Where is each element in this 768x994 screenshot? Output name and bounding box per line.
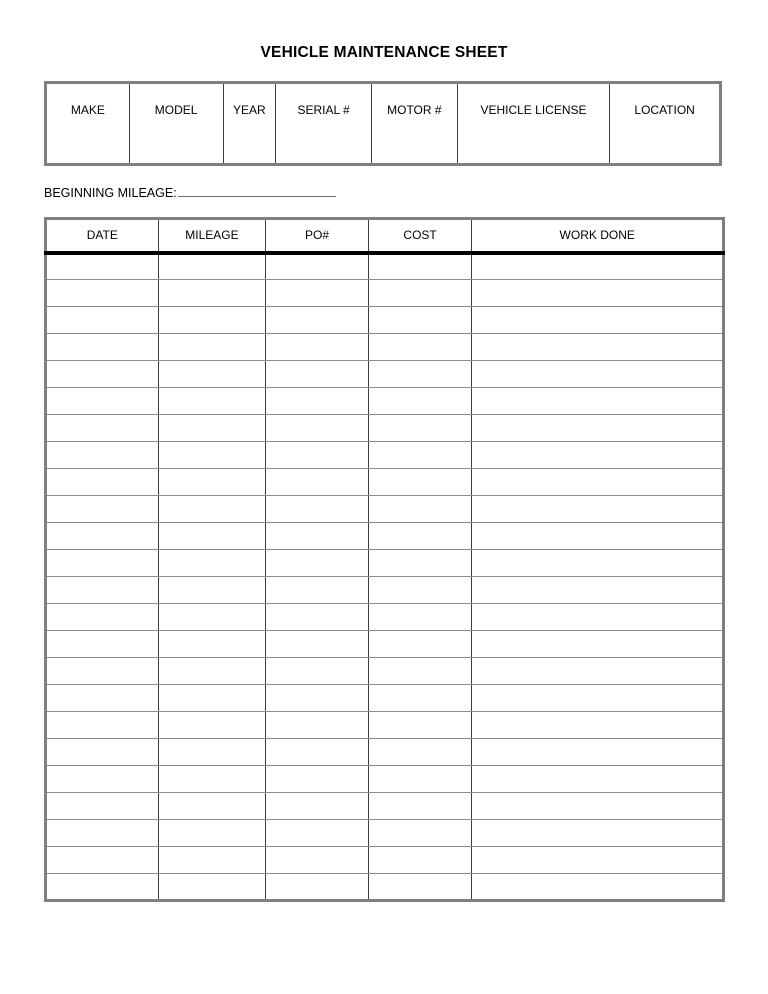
table-cell[interactable] <box>46 415 159 442</box>
table-cell[interactable] <box>46 442 159 469</box>
table-cell[interactable] <box>368 685 472 712</box>
table-cell[interactable] <box>368 388 472 415</box>
maintenance-log-body <box>46 253 724 901</box>
table-cell[interactable] <box>46 388 159 415</box>
vehicle-info-cell-year[interactable]: YEAR <box>223 83 276 165</box>
table-cell[interactable] <box>158 415 266 442</box>
table-cell[interactable] <box>158 739 266 766</box>
table-cell[interactable] <box>472 847 724 874</box>
table-cell[interactable] <box>46 307 159 334</box>
table-cell[interactable] <box>368 442 472 469</box>
table-cell[interactable] <box>368 415 472 442</box>
table-cell[interactable] <box>46 766 159 793</box>
table-cell[interactable] <box>472 253 724 280</box>
table-cell[interactable] <box>158 307 266 334</box>
table-cell[interactable] <box>158 577 266 604</box>
table-row <box>46 847 724 874</box>
table-cell[interactable] <box>46 739 159 766</box>
table-cell[interactable] <box>368 550 472 577</box>
table-row <box>46 253 724 280</box>
table-cell[interactable] <box>368 523 472 550</box>
table-cell[interactable] <box>46 793 159 820</box>
table-cell[interactable] <box>46 469 159 496</box>
table-row <box>46 712 724 739</box>
table-cell[interactable] <box>158 874 266 901</box>
table-cell[interactable] <box>368 820 472 847</box>
table-cell[interactable] <box>46 658 159 685</box>
table-cell[interactable] <box>266 523 368 550</box>
table-cell[interactable] <box>368 253 472 280</box>
table-cell[interactable] <box>266 280 368 307</box>
column-header-work-done: WORK DONE <box>472 219 724 253</box>
table-row <box>46 874 724 901</box>
table-row <box>46 793 724 820</box>
table-cell[interactable] <box>266 550 368 577</box>
table-cell[interactable] <box>472 442 724 469</box>
table-cell[interactable] <box>368 361 472 388</box>
table-cell[interactable] <box>158 361 266 388</box>
table-cell[interactable] <box>46 577 159 604</box>
table-cell[interactable] <box>266 712 368 739</box>
table-cell[interactable] <box>46 334 159 361</box>
column-header-mileage: MILEAGE <box>158 219 266 253</box>
table-cell[interactable] <box>158 820 266 847</box>
beginning-mileage-label: BEGINNING MILEAGE: <box>44 186 177 200</box>
page-title: VEHICLE MAINTENANCE SHEET <box>260 44 508 61</box>
table-cell[interactable] <box>472 658 724 685</box>
table-cell[interactable] <box>46 550 159 577</box>
table-cell[interactable] <box>46 874 159 901</box>
table-cell[interactable] <box>46 253 159 280</box>
table-cell[interactable] <box>158 847 266 874</box>
table-cell[interactable] <box>158 793 266 820</box>
table-cell[interactable] <box>472 523 724 550</box>
table-cell[interactable] <box>472 388 724 415</box>
table-cell[interactable] <box>266 631 368 658</box>
table-cell[interactable] <box>46 496 159 523</box>
table-cell[interactable] <box>266 766 368 793</box>
table-cell[interactable] <box>368 712 472 739</box>
column-header-po: PO# <box>266 219 368 253</box>
table-cell[interactable] <box>472 415 724 442</box>
table-cell[interactable] <box>158 523 266 550</box>
vehicle-info-header-row <box>46 83 721 165</box>
table-row <box>46 280 724 307</box>
table-cell[interactable] <box>46 280 159 307</box>
table-cell[interactable] <box>46 685 159 712</box>
beginning-mileage-input[interactable] <box>178 184 336 197</box>
column-header-cost: COST <box>368 219 472 253</box>
table-cell[interactable] <box>266 874 368 901</box>
table-cell[interactable] <box>158 712 266 739</box>
table-cell[interactable] <box>266 388 368 415</box>
table-cell[interactable] <box>368 334 472 361</box>
table-cell[interactable] <box>46 712 159 739</box>
table-cell[interactable] <box>472 496 724 523</box>
table-cell[interactable] <box>266 307 368 334</box>
table-cell[interactable] <box>158 550 266 577</box>
table-row <box>46 766 724 793</box>
table-cell[interactable] <box>368 280 472 307</box>
table-row <box>46 631 724 658</box>
table-cell[interactable] <box>472 874 724 901</box>
table-cell[interactable] <box>266 496 368 523</box>
table-cell[interactable] <box>46 523 159 550</box>
table-cell[interactable] <box>158 658 266 685</box>
table-row <box>46 820 724 847</box>
table-cell[interactable] <box>472 577 724 604</box>
table-cell[interactable] <box>472 280 724 307</box>
table-cell[interactable] <box>472 820 724 847</box>
table-row <box>46 442 724 469</box>
table-cell[interactable] <box>158 469 266 496</box>
table-cell[interactable] <box>266 685 368 712</box>
table-cell[interactable] <box>368 604 472 631</box>
maintenance-log-header <box>46 219 724 253</box>
table-row <box>46 334 724 361</box>
table-cell[interactable] <box>472 712 724 739</box>
table-cell[interactable] <box>266 361 368 388</box>
table-cell[interactable] <box>46 820 159 847</box>
vehicle-info-body <box>46 83 721 165</box>
maintenance-log-header-row <box>46 219 724 253</box>
table-cell[interactable] <box>158 766 266 793</box>
table-cell[interactable] <box>46 847 159 874</box>
table-cell[interactable] <box>266 577 368 604</box>
table-row <box>46 658 724 685</box>
table-cell[interactable] <box>266 442 368 469</box>
vehicle-info-cell-serial[interactable]: SERIAL # <box>276 83 372 165</box>
vehicle-info-cell-model[interactable]: MODEL <box>129 83 223 165</box>
table-cell[interactable] <box>472 550 724 577</box>
table-cell[interactable] <box>472 334 724 361</box>
table-cell[interactable] <box>472 685 724 712</box>
beginning-mileage-row <box>44 184 336 201</box>
table-row <box>46 415 724 442</box>
table-row <box>46 307 724 334</box>
table-cell[interactable] <box>266 334 368 361</box>
table-cell[interactable] <box>46 604 159 631</box>
table-cell[interactable] <box>368 658 472 685</box>
table-row <box>46 523 724 550</box>
table-cell[interactable] <box>46 361 159 388</box>
table-cell[interactable] <box>158 388 266 415</box>
vehicle-info-table <box>44 81 722 166</box>
table-row <box>46 739 724 766</box>
table-cell[interactable] <box>266 820 368 847</box>
vehicle-info-cell-vehicle-license[interactable]: VEHICLE LICENSE <box>457 83 610 165</box>
table-cell[interactable] <box>472 631 724 658</box>
table-row <box>46 550 724 577</box>
table-cell[interactable] <box>266 469 368 496</box>
table-cell[interactable] <box>472 793 724 820</box>
table-cell[interactable] <box>368 793 472 820</box>
table-cell[interactable] <box>368 874 472 901</box>
table-cell[interactable] <box>368 847 472 874</box>
table-cell[interactable] <box>46 631 159 658</box>
table-cell[interactable] <box>158 442 266 469</box>
table-cell[interactable] <box>158 631 266 658</box>
table-row <box>46 388 724 415</box>
vehicle-info-cell-location[interactable]: LOCATION <box>610 83 721 165</box>
table-cell[interactable] <box>472 361 724 388</box>
table-row <box>46 577 724 604</box>
table-cell[interactable] <box>266 253 368 280</box>
maintenance-log-table <box>44 217 725 902</box>
table-cell[interactable] <box>472 469 724 496</box>
table-cell[interactable] <box>266 415 368 442</box>
table-cell[interactable] <box>368 631 472 658</box>
table-cell[interactable] <box>368 496 472 523</box>
table-cell[interactable] <box>472 307 724 334</box>
vehicle-info-cell-motor[interactable]: MOTOR # <box>371 83 457 165</box>
table-cell[interactable] <box>472 739 724 766</box>
table-cell[interactable] <box>158 334 266 361</box>
table-cell[interactable] <box>368 766 472 793</box>
table-cell[interactable] <box>368 469 472 496</box>
table-cell[interactable] <box>266 658 368 685</box>
table-row <box>46 685 724 712</box>
table-cell[interactable] <box>158 496 266 523</box>
vehicle-info-cell-make[interactable]: MAKE <box>46 83 130 165</box>
table-row <box>46 469 724 496</box>
table-cell[interactable] <box>158 253 266 280</box>
table-cell[interactable] <box>266 793 368 820</box>
table-cell[interactable] <box>266 739 368 766</box>
table-cell[interactable] <box>266 847 368 874</box>
table-cell[interactable] <box>158 685 266 712</box>
table-row <box>46 496 724 523</box>
table-cell[interactable] <box>368 739 472 766</box>
table-row <box>46 604 724 631</box>
table-cell[interactable] <box>368 307 472 334</box>
table-cell[interactable] <box>472 604 724 631</box>
table-cell[interactable] <box>472 766 724 793</box>
table-row <box>46 361 724 388</box>
table-cell[interactable] <box>158 280 266 307</box>
table-cell[interactable] <box>266 604 368 631</box>
table-cell[interactable] <box>158 604 266 631</box>
table-cell[interactable] <box>368 577 472 604</box>
column-header-date: DATE <box>46 219 159 253</box>
